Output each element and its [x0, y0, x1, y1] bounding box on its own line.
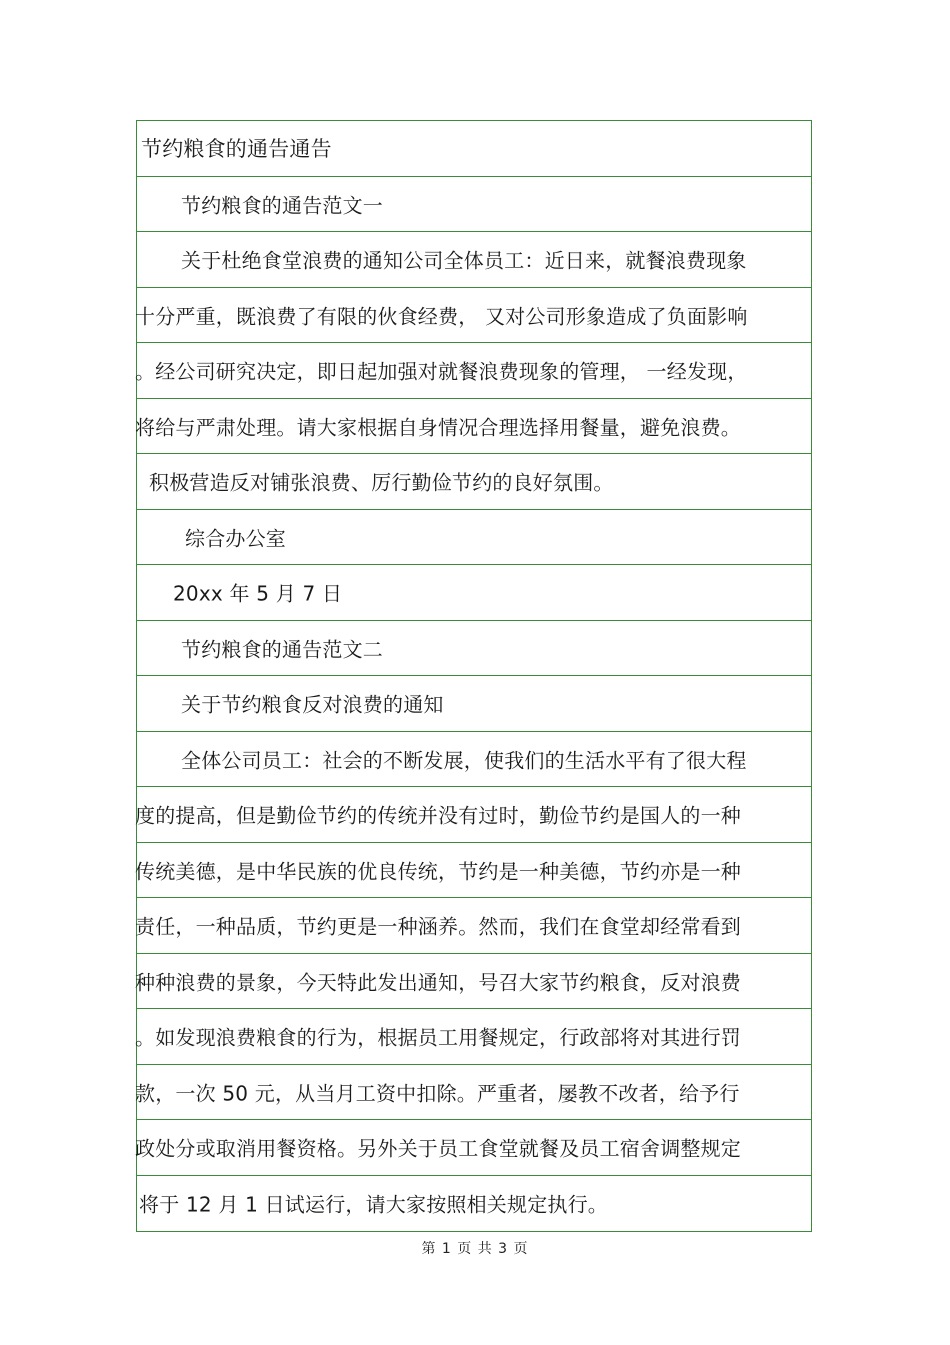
grid-row: [137, 510, 811, 566]
lined-text-grid: [136, 120, 812, 1232]
text-line: 十分严重，既浪费了有限的伙食经费， 又对公司形象造成了负面影响: [135, 304, 748, 329]
grid-row: [137, 1176, 811, 1232]
grid-row: [137, 732, 811, 788]
signature-date: 20xx 年 5 月 7 日: [173, 581, 343, 606]
signature-department: 综合办公室: [185, 526, 286, 551]
grid-row: [137, 399, 811, 455]
text-line: 关于杜绝食堂浪费的通知公司全体员工：近日来，就餐浪费现象: [181, 248, 747, 273]
grid-row: [137, 621, 811, 677]
grid-row: [137, 898, 811, 954]
grid-row: [137, 1120, 811, 1176]
grid-row: [137, 787, 811, 843]
document-title: 节约粮食的通告通告: [141, 137, 332, 162]
grid-row: [137, 177, 811, 233]
notice-title: 关于节约粮食反对浪费的通知: [181, 692, 444, 717]
text-line: 。经公司研究决定，即日起加强对就餐浪费现象的管理， 一经发现，: [135, 359, 748, 384]
grid-row: [137, 121, 811, 177]
text-line: 将给与严肃处理。请大家根据自身情况合理选择用餐量，避免浪费。: [135, 415, 741, 440]
text-line: 责任，一种品质，节约更是一种涵养。然而，我们在食堂却经常看到: [135, 914, 741, 939]
page-number-footer: 第 1 页 共 3 页: [421, 1241, 529, 1257]
grid-row: [137, 454, 811, 510]
grid-row: [137, 565, 811, 621]
grid-row: [137, 676, 811, 732]
grid-row: [137, 232, 811, 288]
text-line: 积极营造反对铺张浪费、厉行勤俭节约的良好氛围。: [149, 470, 614, 495]
text-line: 。如发现浪费粮食的行为，根据员工用餐规定，行政部将对其进行罚: [135, 1025, 741, 1050]
section-heading: 节约粮食的通告范文一: [181, 193, 383, 218]
grid-row: [137, 954, 811, 1010]
grid-row: [137, 843, 811, 899]
text-line: 将于 12 月 1 日试运行，请大家按照相关规定执行。: [139, 1192, 609, 1217]
text-line: 传统美德，是中华民族的优良传统，节约是一种美德，节约亦是一种: [135, 859, 741, 884]
text-line: 款，一次 50 元，从当月工资中扣除。严重者，屡教不改者，给予行: [135, 1081, 740, 1106]
text-line: 全体公司员工：社会的不断发展，使我们的生活水平有了很大程: [181, 748, 747, 773]
text-line: 政处分或取消用餐资格。另外关于员工食堂就餐及员工宿舍调整规定: [135, 1136, 741, 1161]
section-heading: 节约粮食的通告范文二: [181, 637, 383, 662]
text-line: 种种浪费的景象，今天特此发出通知，号召大家节约粮食，反对浪费: [135, 970, 741, 995]
grid-row: [137, 343, 811, 399]
grid-row: [137, 288, 811, 344]
grid-row: [137, 1009, 811, 1065]
text-line: 度的提高，但是勤俭节约的传统并没有过时，勤俭节约是国人的一种: [135, 803, 741, 828]
grid-row: [137, 1065, 811, 1121]
